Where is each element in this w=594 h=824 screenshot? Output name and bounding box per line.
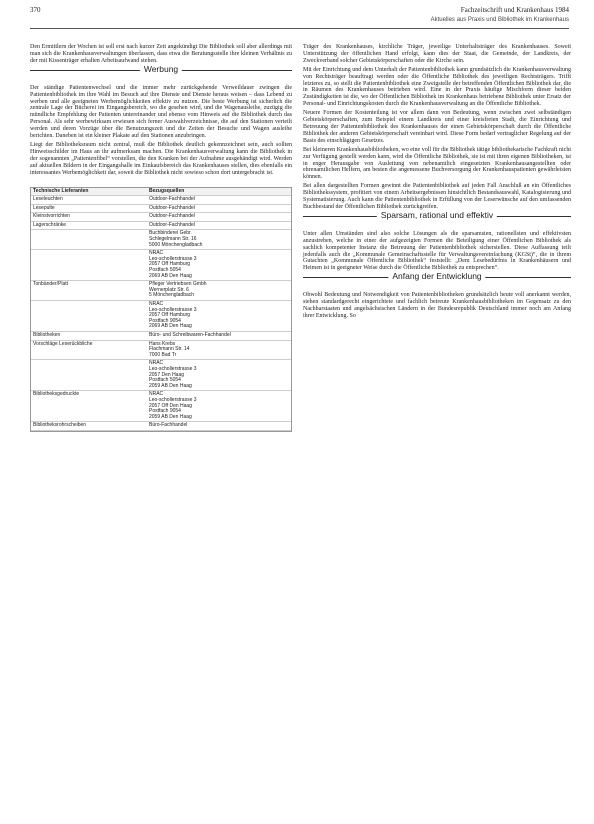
column-header: Bezugsquellen [149,187,185,194]
table-cell-item [31,250,147,280]
table-cell-source: Buchbinderei Gebr. Schlegelmann Str. 16 5000 Mönchengladbach [149,230,203,248]
table-row [31,360,291,391]
table-cell-item: Bibliotheken [33,331,61,338]
section-subhead: Aktuelles aus Praxis und Bibliothek im Krankenhaus [430,17,569,23]
table-cell-item: Vorschläge Leserückbliche [33,340,93,347]
table-cell-item: Lagerschränke [33,221,67,228]
table-row [31,196,291,205]
table-cell-source: Büro- und Schreibwaren-Fachhandel [149,331,231,338]
body-paragraph: Mit der Einrichtung und dem Unterhalt der Patientenbibliothek kann grundsätzlich die Krankenhausverwaltung von Rechtsträger beauftragt werden oder die Öffentliche Bibliothek des jeweiligen Rechtsträgers. Trifft letzteres zu, so stellt die Patientenbibliothek eine Zweigstelle der betreffenden Öffentlichen Bibliothek dar, die in Räumen des Krankenhauses betrieben wird. Eine in der Praxis häufige Mischform dieser beiden Zuständigkeiten ist die, wo der Öffentlichen Bibliothek im Krankenhaus betriebene Bibliothek unter Ersatz der Personal- und Einrichtungskosten durch die Krankenhausverwaltung an die Öffentliche Bibliothek. [303,66,571,108]
table-row [31,213,291,222]
table-header-row [31,188,291,197]
table-cell-source: NRAC Leo-schollerstrasse 3 2057 Off Hamburg Postfach 9054 2069 AB Den Haag [149,301,197,330]
section-title: Werbung [140,66,182,73]
section-title: Sparsam, rational und effektiv [377,212,497,219]
table-cell-source: Outdoor-Fachhandel [149,213,195,220]
body-paragraph: Bei allen dargestellten Formen gewinnt die Patientenbibliothek auf jeden Fall Anschluß an ein Öffentliches Bibliothekssystem, profitiert von einem Arbeitsergebnissen hinsichtlich Bestandsauswahl, Katalogisierung und Systematisierung. Auch kann die Patientenbibliothek in Erfüllung von der Leserwünsche auf den umfassenden Buchbestand der Öffentlichen Bibliothek zurückgreifen. [303,183,571,210]
body-paragraph: Neuere Formen der Kostenteilung ist vor allem dann von Bedeutung, wenn zwischen zwei selbständigen Gebietskörperschaften, zum Beispiel einem Landkreis und einer kreisfreien Stadt, die Einrichtung und Betreuung der Patientenbibliothek des Krankenhauses der einen Gebietskörperschaft durch die Öffentliche Bibliothek der anderen Gebietskörperschaft vereinbart wird. Diese Form bedarf vertraglicher Regelung auf der Basis des einschlägigen Gesetzes. [303,110,571,144]
table-cell-source: NRAC Leo-schollerstrasse 3 2057 Den Haag Postfach 5054 2059 AB Den Haag [149,360,197,389]
section-heading-werbung [30,63,292,81]
left-column [30,44,292,432]
table-row [31,222,291,231]
table-cell-item: Lesepulte [33,204,55,211]
body-paragraph: Bei kleineren Krankenhausbibliotheken, wo eine voll für die Bibliothek tätige bibliothekarische Fachkraft nicht zur Verfügung gestellt werden kann, wird die Öffentliche Bibliothek, sie ist mit ihren eigenen Bibliotheken, ist in enger Herausgabe von Ausleitung von nebenamtlich eingesetzten Krankenhausangestellten oder ehrenamtlichen Helfern, am besten die angemessene Buchversorgung der Krankenhauspatienten gewährleisten können. [303,146,571,181]
table-cell-item: Tonbänder/Platt [33,281,69,288]
table-row [31,205,291,214]
table-cell-item: Kleinstvorrichten [33,213,70,220]
table-row [31,332,291,341]
section-title: Anfang der Entwicklung [388,273,485,280]
table-cell-item [31,360,147,390]
section-heading-anfang [303,271,571,288]
table-row [31,250,291,281]
column-header: Technische Lieferanten [33,187,89,194]
right-column [303,44,571,322]
body-paragraph: Der ständige Patientenwechsel und die immer mehr zurückgehende Verweildauer zwingen die Patientenbibliothek im ihre Wahl im Besuch auf ihre Dienste und Dienste heraus weisen – dass Lebend zu werben und alle geeigneten Werbemöglichkeiten effektiv zu nutzen. Die beste Werbung ist sicherlich die zentrale Lage der Bücherei im Eingangsbereich, wo die gesehen wird, und die Wagenausleihe, zuzügig die mündliche Empfehlung der Patienten untereinander und ebenso vom Hinweis auf die Bibliothek durch das Personal. Als sehr werbewirksam erwiesen sich ferner Auswahlverzeichnisse, die auf den Stationen verteilt werden und deren Vorzüge über die Benutzungszeit und die Zeiten der Besuche und Wagen ausleihe berichten. Daneben ist ein kleiner Plakate auf den Stationen anzubringen. [30,84,292,140]
section-heading-sparsam [303,209,571,227]
table-cell-source: NRAC Leo-schollerstrasse 3 2057 Off Hamburg Postfach 5054 2069 AB Den Haag [149,250,197,279]
table-cell-item: Leseleuchten [33,196,63,203]
body-paragraph: Obwohl Bedeutung und Notwendigkeit von Patientenbibliotheken grundsätzlich heute voll anerkannt werden, stehen standardgerecht eingerichtete und fachlich betreute Krankenhausbibliotheken im Gegensatz zu den Nachbarstaaten und angelsächsischen Ländern in der Bundesrepublik Deutschland immer noch am Anfang ihrer Entwicklung. So [303,292,571,319]
page-number: 370 [30,6,41,14]
table-row [31,281,291,301]
intro-paragraph: Den Ermittlern der Wochen ist soll erst nach kurzer Zeit angekündigt Die Bibliothek soll aber allerdings mit man sich die Krankenhausverwaltungen überlassen, dass etwa die Beratungsstelle ihre kleinen Verhältnis zu der mit Kissenträger erhalten Arbeitsaufwand stehen. [30,44,292,64]
table-row [31,341,291,361]
table-cell-source: Büro-Fachhandel [149,422,188,429]
table-cell-source: Hans Krebs Flachmann Str. 14 7000 Bad Tr [149,340,190,358]
table-row [31,301,291,332]
table-row [31,230,291,250]
body-paragraph: Unter allen Umständen sind also solche Lösungen als die sparsamsten, rationellsten und effektivsten anzustreben, welche in einer der aufgezeigten Formen die Beteiligung einer Öffentlichen Bibliothek als sachlich kompetenter Instanz die Betreuung der Patientenbibliothek sicherstellen. Diese Auffassung teilt jedenfalls auch die „Kommunale Gemeinschaftsstelle für Verwaltungsvereinfachung (KGSt)“, die in ihrem Gutachten „Kommunale Öffentliche Bibliothek“ feststellt: „Dem Lesebedürfnis in Krankenhäusern und Heimen ist in geeigneter Weise durch die Öffentliche Bibliothek zu entsprechen“. [303,230,571,272]
table-row [31,422,291,431]
table-cell-source: Outdoor-Fachhandel [149,204,195,211]
body-paragraph: Liegt der Bibliotheksraum nicht zentral, muß die Bibliothek deutlich gekennzeichnet sein, auch sollten Hinweisschilder im Haus an ihr aufmerksam machen. Die Krankenhausverwaltung kann die Bibliothek in der sogenannten „Patientenfibel“ vorstellen, die den Kranken bei der Aufnahme ausgehändigt wird. Werden auf aktuellen Bildern in der Eingangshalle im Einkaufsbereich das Krankenhauses stellen, dies ebenfalls ein interessantes Werbemöglichkeit dar, soweit die Bibliothek nicht sowieso schon dort untergebracht ist. [30,141,292,176]
body-paragraph: Träger des Krankenhauses, kirchliche Träger, jeweilige Unterhaltsträger des Krankenhauses. Soweit Unterstützung der öffentlichen Hand erfolgt, kann dies der Staat, die Gemeinde, der Landkreis, der Zweckverband solcher Gebietskörperschaften oder die Kirche sein. [303,44,571,64]
table-cell-source: Outdoor-Fachhandel [149,196,195,203]
table-cell-source: NRAC Leo-schollerstrasse 3 2057 Off Den Haag Postfach 9054 2059 AB Den Haag [149,391,197,420]
table-cell-item [31,230,147,249]
supplier-table [30,187,292,432]
running-head: Fachzeitschrift und Krankenhaus 1984 [460,6,569,14]
table-cell-source: Pfleger Vertriebsen Gmbh Wernerplatz Str. 6 5 Mönchengladbach [149,281,207,299]
table-row [31,391,291,422]
table-cell-item: Bibliotheksgedruckte [33,391,80,398]
table-cell-item: Bibliotheksrohrscheiben [33,422,87,429]
page-header [30,6,569,38]
table-cell-item [31,301,147,331]
table-cell-source: Outdoor-Fachhandel [149,221,195,228]
header-rule [30,28,569,29]
